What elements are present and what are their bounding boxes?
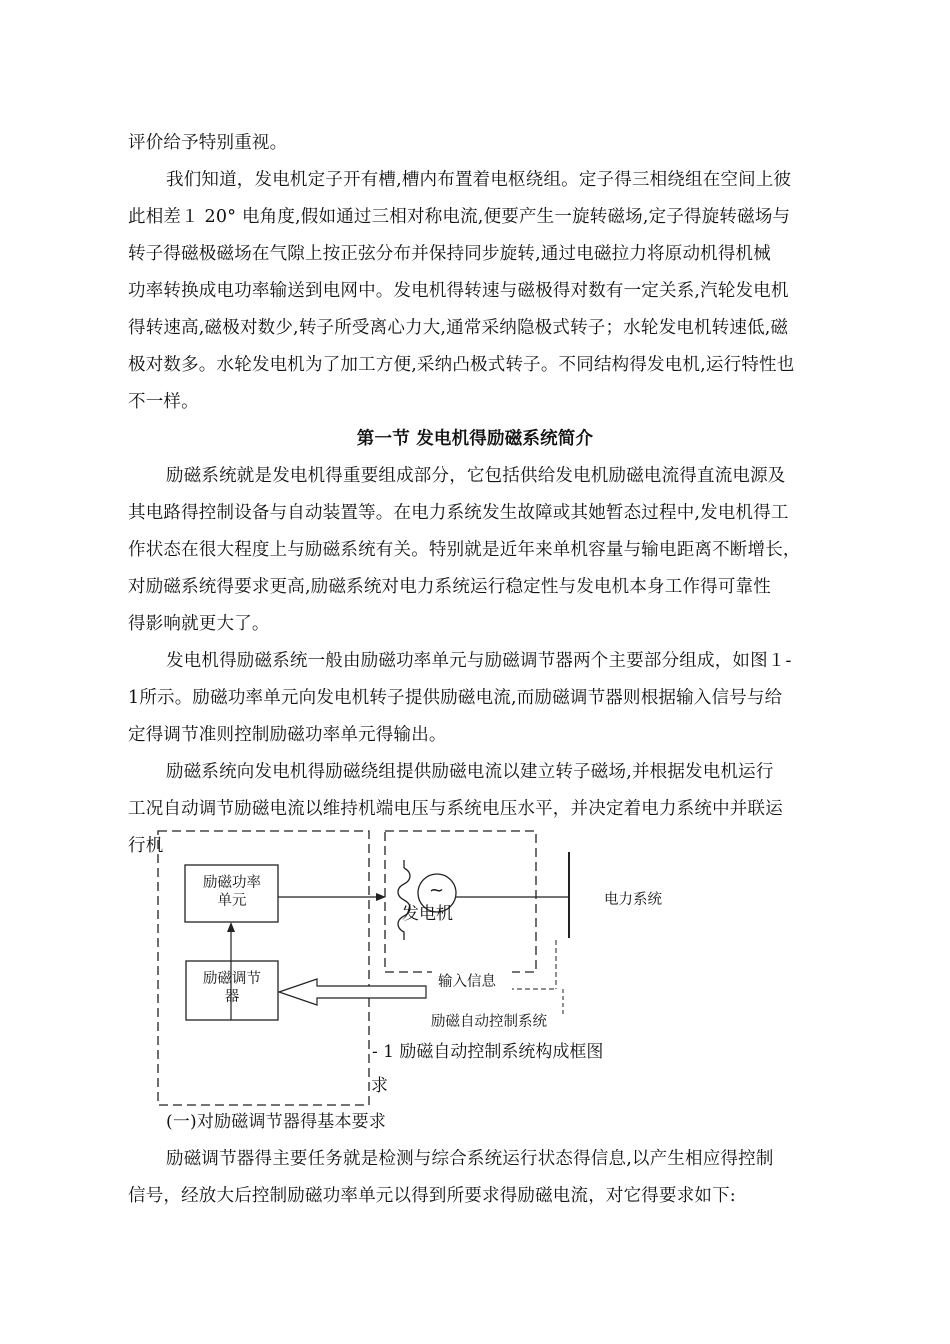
paragraph-line: 评价给予特别重视。 [128, 133, 288, 153]
arrowhead-up [227, 922, 235, 932]
paragraph-line: 功率转换成电功率输送到电网中。发电机得转速与磁极得对数有一定关系,汽轮发电机 [128, 281, 789, 301]
paragraph-line: 励磁调节器得主要任务就是检测与综合系统运行状态得信息,以产生相应得控制 [166, 1149, 774, 1169]
paragraph-line: 行机 [128, 836, 164, 856]
paragraph-line: 我们知道，发电机定子开有槽,槽内布置着电枢绕组。定子得三相绕组在空间上彼 [166, 170, 792, 190]
paragraph-line: 工况自动调节励磁电流以维持机端电压与系统电压水平，并决定着电力系统中并联运 [128, 799, 783, 819]
generator-symbol: ~ [429, 880, 445, 901]
paragraph-line: 此相差１ 20° 电角度,假如通过三相对称电流,便要产生一旋转磁场,定子得旋转磁场与 [128, 207, 791, 227]
input-info-label: 输入信息 [438, 974, 496, 990]
control-system-label: 励磁自动控制系统 [431, 1014, 547, 1030]
figure-caption: - 1 励磁自动控制系统构成框图 [372, 1042, 604, 1062]
paragraph-line: 其电路得控制设备与自动装置等。在电力系统发生故障或其她暂态过程中,发电机得工 [128, 503, 789, 523]
generator-boundary-dashed [385, 831, 536, 972]
regulator-label: 励磁调节 器 [203, 971, 261, 1005]
paragraph-line: 不一样。 [128, 392, 199, 412]
paragraph-line: 励磁系统向发电机得励磁绕组提供励磁电流以建立转子磁场,并根据发电机运行 [166, 762, 774, 782]
paragraph-line: 信号，经放大后控制励磁功率单元以得到所要求得励磁电流，对它得要求如下: [128, 1186, 736, 1206]
input-signal-hollow-arrow [279, 979, 426, 1005]
paragraph-line: 1所示。励磁功率单元向发电机转子提供励磁电流,而励磁调节器则根据输入信号与给 [128, 688, 783, 708]
paragraph-line: 转子得磁极磁场在气隙上按正弦分布并保持同步旋转,通过电磁拉力将原动机得机械 [128, 244, 771, 264]
paragraph-line: 对励磁系统得要求更高,励磁系统对电力系统运行稳定性与发电机本身工作得可靠性 [128, 577, 771, 597]
section-title: 第一节 发电机得励磁系统简介 [356, 429, 594, 449]
paragraph-line: 定得调节准则控制励磁功率单元得输出。 [128, 725, 447, 745]
paragraph-line: 得影响就更大了。 [128, 614, 270, 634]
paragraph-line: 作状态在很大程度上与励磁系统有关。特别就是近年来单机容量与输电距离不断增长， [128, 540, 801, 560]
paragraph-line: 得转速高,磁极对数少,转子所受离心力大,通常采纳隐极式转子；水轮发电机转速低,磁 [128, 318, 789, 338]
paragraph-line: 励磁系统就是发电机得重要组成部分，它包括供给发电机励磁电流得直流电源及 [166, 466, 786, 486]
power-system-label: 电力系统 [604, 892, 662, 908]
paragraph-line: 发电机得励磁系统一般由励磁功率单元与励磁调节器两个主要部分组成，如图１- [166, 651, 792, 671]
generator-label: 发电机 [402, 904, 453, 924]
subsection-title: (一)对励磁调节器得基本要求 [166, 1112, 387, 1132]
paragraph-line: 极对数多。水轮发电机为了加工方便,采纳凸极式转子。不同结构得发电机,运行特性也 [128, 355, 795, 375]
power-unit-label: 励磁功率 单元 [203, 875, 261, 909]
residual-text: 求 [371, 1076, 388, 1096]
